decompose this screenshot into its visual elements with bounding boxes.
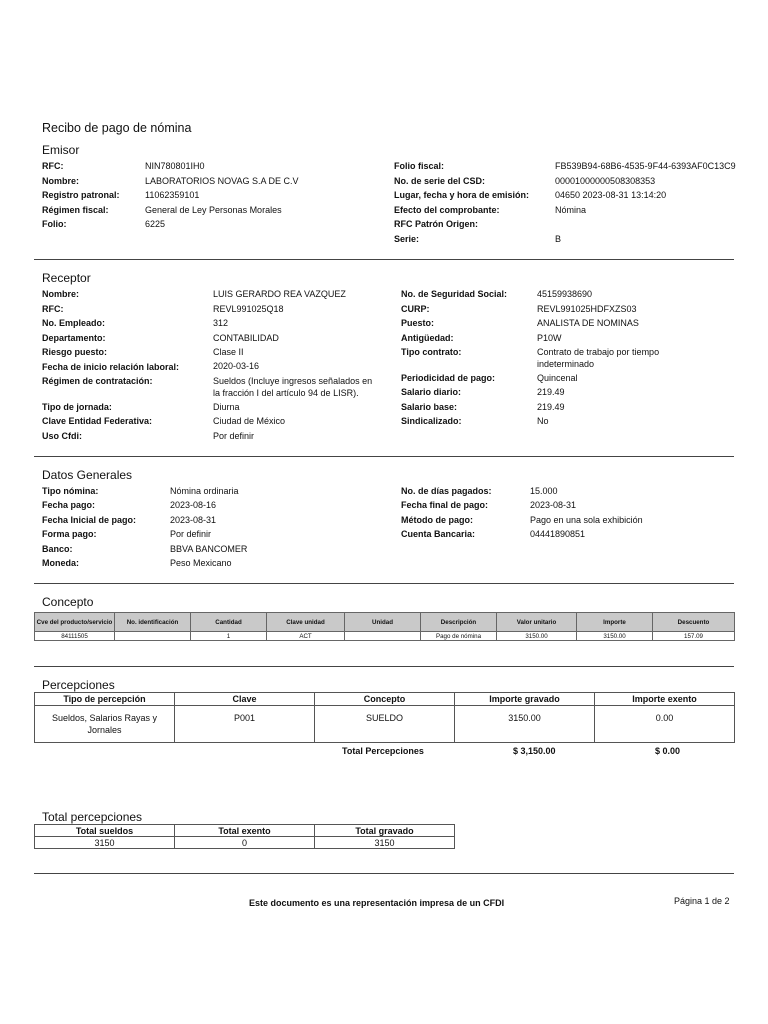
emisor-label: No. de serie del CSD: [394, 176, 486, 186]
receptor-value: Quincenal [537, 373, 578, 383]
column-header: Cantidad [191, 613, 267, 632]
receptor-value: Diurna [213, 402, 240, 412]
table-cell: 84111505 [35, 632, 115, 641]
emisor-label: Folio fiscal: [394, 161, 445, 171]
receptor-value: Clase II [213, 347, 244, 357]
datos-heading: Datos Generales [42, 468, 133, 482]
page-number: Página 1 de 2 [674, 896, 730, 906]
receptor-label: CURP: [401, 304, 430, 314]
receptor-value: Contrato de trabajo por tiempo [537, 347, 660, 357]
table-row [35, 706, 735, 743]
emisor-label: Registro patronal: [42, 190, 120, 200]
percepciones-heading: Percepciones [42, 678, 115, 692]
table-row [35, 632, 735, 641]
receptor-label: Uso Cfdi: [42, 431, 82, 441]
column-header: Valor unitario [497, 613, 577, 632]
emisor-label: RFC: [42, 161, 64, 171]
total-exento-value: $ 0.00 [655, 746, 681, 756]
table-cell: 3150.00 [577, 632, 653, 641]
datos-label: Forma pago: [42, 529, 97, 539]
receptor-value: ANALISTA DE NOMINAS [537, 318, 639, 328]
column-header: Tipo de percepción [35, 693, 175, 706]
receptor-label: Tipo de jornada: [42, 402, 112, 412]
datos-label: Método de pago: [401, 515, 473, 525]
datos-label: Cuenta Bancaria: [401, 529, 476, 539]
receptor-label: Sindicalizado: [401, 416, 462, 426]
column-header: Importe gravado [455, 693, 595, 706]
table-row [35, 837, 455, 849]
datos-value: Por definir [170, 529, 212, 539]
table-cell: ACT [267, 632, 345, 641]
emisor-value: FB539B94-68B6-4535-9F44-6393AF0C13C9 [555, 161, 736, 171]
emisor-heading: Emisor [42, 143, 80, 157]
table-cell [115, 632, 191, 641]
column-header: Importe [577, 613, 653, 632]
datos-label: Tipo nómina: [42, 486, 99, 496]
table-cell: 3150 [315, 837, 455, 849]
divider [34, 583, 734, 584]
datos-value: Pago en una sola exhibición [530, 515, 643, 525]
datos-value: Peso Mexicano [170, 558, 232, 568]
receptor-label: Fecha de inicio relación laboral: [42, 362, 180, 372]
emisor-value: 6225 [145, 219, 166, 229]
datos-label: Fecha Inicial de pago: [42, 515, 137, 525]
table-cell: 3150.00 [455, 706, 595, 743]
emisor-value: LABORATORIOS NOVAG S.A DE C.V [145, 176, 299, 186]
datos-value: BBVA BANCOMER [170, 544, 248, 554]
receptor-value: CONTABILIDAD [213, 333, 279, 343]
datos-value: 15.000 [530, 486, 558, 496]
receptor-label: Régimen de contratación: [42, 376, 153, 386]
column-header: Clave [175, 693, 315, 706]
receptor-label: Riesgo puesto: [42, 347, 108, 357]
column-header: Unidad [345, 613, 421, 632]
percepciones-table [34, 692, 735, 743]
receptor-value: 2020-03-16 [213, 361, 260, 371]
emisor-label: Régimen fiscal: [42, 205, 109, 215]
receptor-value-cont: la fracción I del artículo 94 de LISR). [213, 388, 359, 398]
column-header: Total exento [175, 825, 315, 837]
receptor-label: Antigüedad: [401, 333, 454, 343]
receptor-value: REVL991025HDFXZS03 [537, 304, 637, 314]
emisor-label: Efecto del comprobante: [394, 205, 500, 215]
receptor-heading: Receptor [42, 271, 91, 285]
table-cell: 0.00 [595, 706, 735, 743]
emisor-value: 11062359101 [145, 190, 200, 200]
receptor-value: LUIS GERARDO REA VAZQUEZ [213, 289, 346, 299]
receptor-value: 219.49 [537, 387, 565, 397]
cfdi-note: Este documento es una representación impresa de un CFDI [249, 898, 505, 908]
column-header: Cve del producto/servicio [35, 613, 115, 632]
receptor-label: Tipo contrato: [401, 347, 462, 357]
receptor-label: No. Empleado: [42, 318, 106, 328]
datos-value: 04441890851 [530, 529, 586, 539]
table-cell [345, 632, 421, 641]
column-header: Concepto [315, 693, 455, 706]
divider [34, 873, 734, 874]
datos-label: No. de días pagados: [401, 486, 492, 496]
receptor-value: Ciudad de México [213, 416, 286, 426]
concepto-heading: Concepto [42, 595, 94, 609]
receptor-label: Periodicidad de pago: [401, 373, 496, 383]
document-title: Recibo de pago de nómina [42, 121, 192, 135]
receptor-value: 45159938690 [537, 289, 593, 299]
total-header-row [35, 825, 455, 837]
emisor-label: Serie: [394, 234, 420, 244]
receptor-value: P10W [537, 333, 562, 343]
receptor-value: REVL991025Q18 [213, 304, 284, 314]
receptor-value: Por definir [213, 431, 255, 441]
table-cell: 3150 [35, 837, 175, 849]
table-cell: SUELDO [315, 706, 455, 743]
receptor-label: No. de Seguridad Social: [401, 289, 508, 299]
column-header: Total sueldos [35, 825, 175, 837]
datos-value: 2023-08-31 [170, 515, 217, 525]
total-percepciones-table [34, 824, 455, 849]
divider [34, 259, 734, 260]
datos-label: Moneda: [42, 558, 79, 568]
receptor-value: Sueldos (Incluye ingresos señalados en [213, 376, 373, 386]
emisor-value: 04650 2023-08-31 13:14:20 [555, 190, 667, 200]
table-cell: Pago de nómina [421, 632, 497, 641]
emisor-value: General de Ley Personas Morales [145, 205, 282, 215]
total-percepciones-heading: Total percepciones [42, 810, 143, 824]
column-header: Total gravado [315, 825, 455, 837]
total-percepciones-label: Total Percepciones [342, 746, 424, 756]
receptor-label: Salario diario: [401, 387, 462, 397]
emisor-label: Folio: [42, 219, 67, 229]
table-cell: P001 [175, 706, 315, 743]
table-cell: 0 [175, 837, 315, 849]
divider [34, 456, 734, 457]
emisor-value: 00001000000508308353 [555, 176, 656, 186]
receptor-label: Departamento: [42, 333, 106, 343]
receptor-label: Salario base: [401, 402, 458, 412]
emisor-value: NIN780801IH0 [145, 161, 205, 171]
receptor-value: 312 [213, 318, 229, 328]
receptor-label: Puesto: [401, 318, 435, 328]
receptor-label: Nombre: [42, 289, 80, 299]
table-cell: 3150.00 [497, 632, 577, 641]
column-header: No. identificación [115, 613, 191, 632]
datos-label: Banco: [42, 544, 73, 554]
receptor-label: Clave Entidad Federativa: [42, 416, 153, 426]
emisor-value: Nómina [555, 205, 587, 215]
datos-value: Nómina ordinaria [170, 486, 239, 496]
percepciones-header-row [35, 693, 735, 706]
table-cell: Sueldos, Salarios Rayas y Jornales [35, 706, 175, 743]
receptor-label: RFC: [42, 304, 64, 314]
column-header: Clave unidad [267, 613, 345, 632]
datos-value: 2023-08-16 [170, 500, 217, 510]
concepto-header-row [35, 613, 735, 632]
receptor-value: No [537, 416, 549, 426]
datos-value: 2023-08-31 [530, 500, 577, 510]
column-header: Importe exento [595, 693, 735, 706]
column-header: Descripción [421, 613, 497, 632]
datos-label: Fecha pago: [42, 500, 96, 510]
emisor-value: B [555, 234, 562, 244]
emisor-label: Nombre: [42, 176, 80, 186]
total-gravado-value: $ 3,150.00 [513, 746, 556, 756]
table-cell: 1 [191, 632, 267, 641]
concepto-table [34, 612, 735, 641]
table-cell: 157.09 [653, 632, 735, 641]
divider [34, 666, 734, 667]
datos-label: Fecha final de pago: [401, 500, 489, 510]
column-header: Descuento [653, 613, 735, 632]
receptor-value-cont: indeterminado [537, 359, 595, 369]
emisor-label: RFC Patrón Origen: [394, 219, 479, 229]
receptor-value: 219.49 [537, 402, 565, 412]
emisor-label: Lugar, fecha y hora de emisión: [394, 190, 530, 200]
